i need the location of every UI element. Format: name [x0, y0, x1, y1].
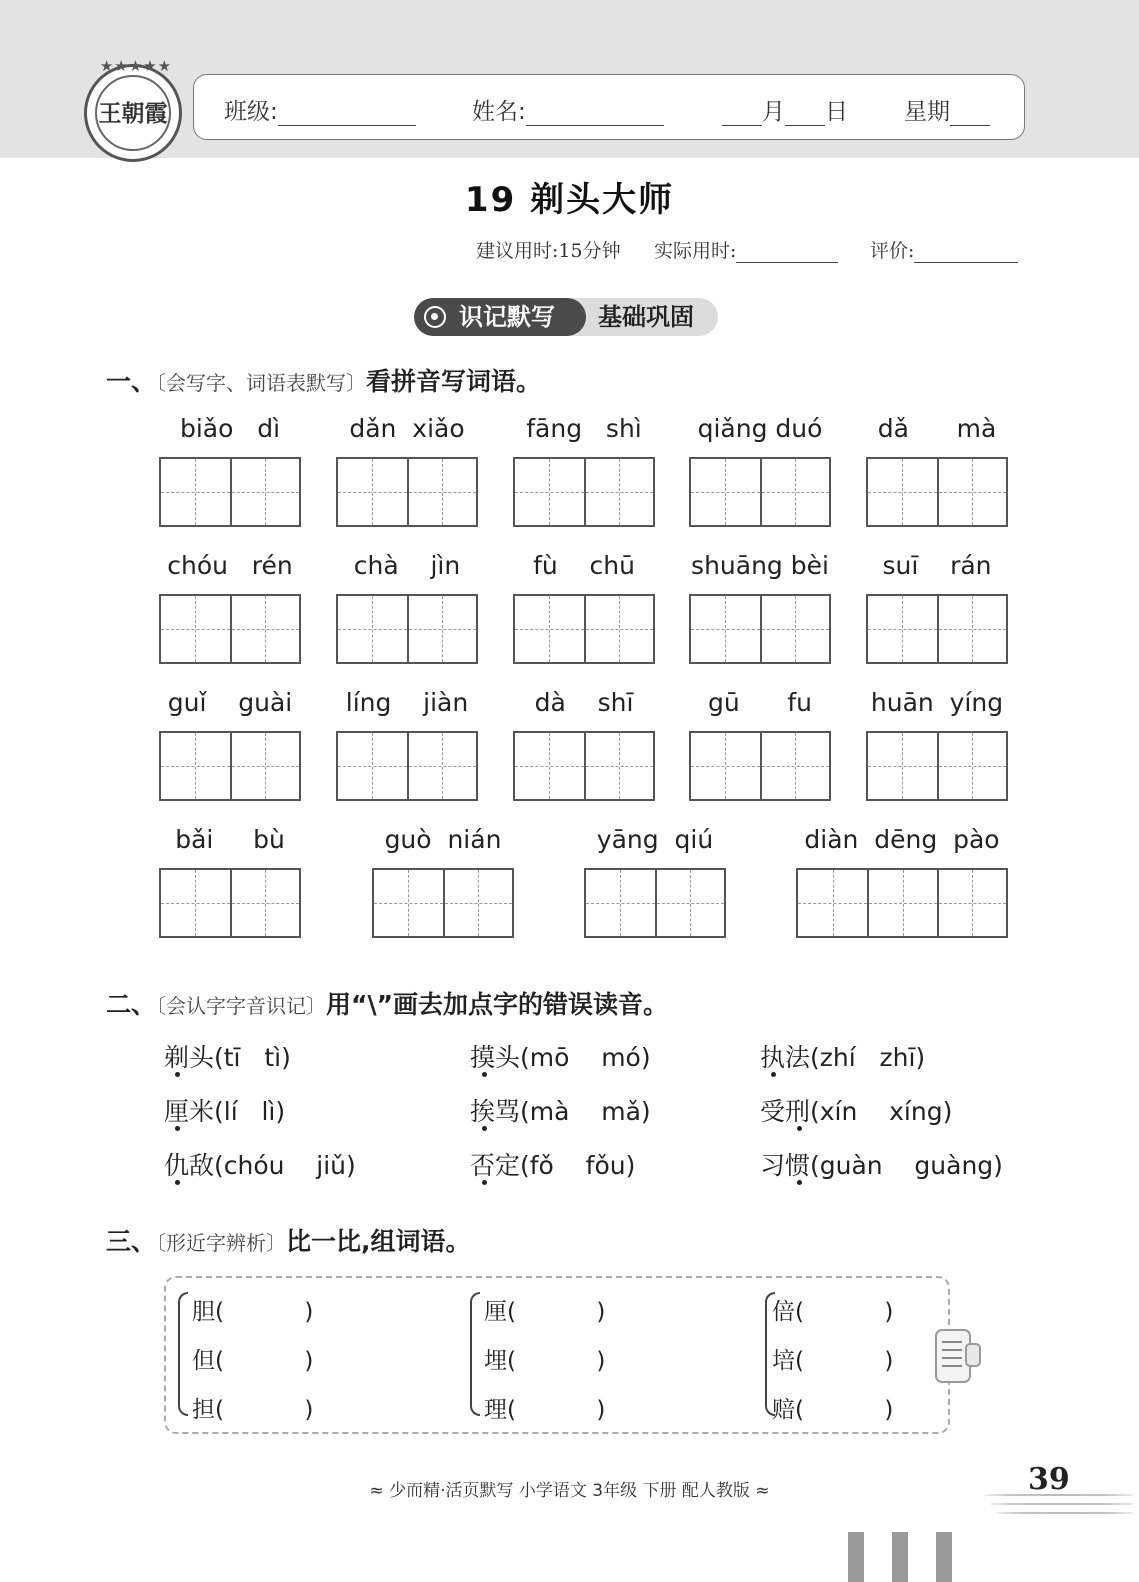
question-1-tag: 〔会写字、词语表默写〕 [156, 371, 367, 395]
compare-word[interactable]: 理( ) [484, 1397, 606, 1423]
writing-grid[interactable] [866, 594, 1008, 664]
pinyin-label: líng jiàn [345, 688, 469, 717]
edge-bar [936, 1532, 952, 1582]
writing-cell[interactable] [867, 870, 936, 936]
pronunciation-item[interactable]: 摸头(mō mó) [470, 1043, 651, 1072]
writing-grid[interactable] [689, 731, 831, 801]
section-pill-dark [414, 298, 586, 336]
emphasis-dot [175, 1072, 180, 1077]
pinyin-label: dǎn xiǎo [349, 414, 465, 443]
question-2-instruction: 用“\”画去加点字的错误读音。 [326, 990, 669, 1019]
pinyin-label: chà jìn [353, 551, 461, 580]
pinyin-label: shuāng bèi [691, 551, 829, 580]
brace-icon [178, 1292, 188, 1416]
pronunciation-item[interactable]: 挨骂(mà mǎ) [470, 1097, 651, 1126]
writing-grid[interactable] [689, 594, 831, 664]
writing-grid[interactable] [372, 868, 514, 938]
writing-grid[interactable] [513, 731, 655, 801]
emphasis-dot [771, 1072, 776, 1077]
writing-cell[interactable] [515, 459, 584, 525]
question-1-instruction: 看拼音写词语。 [366, 367, 542, 396]
rating-field [870, 236, 1018, 263]
footer-text: ≈ 少而精·活页默写 小学语文 3年级 下册 配人教版 ≈ [369, 1481, 770, 1501]
writing-cell[interactable] [338, 459, 407, 525]
writing-cell[interactable] [161, 870, 230, 936]
compare-word[interactable]: 埋( ) [484, 1348, 606, 1374]
writing-grid[interactable] [796, 868, 1008, 938]
pronunciation-item[interactable]: 执法(zhí zhī) [760, 1043, 926, 1072]
writing-grid[interactable] [336, 594, 478, 664]
writing-grid[interactable] [866, 457, 1008, 527]
writing-cell[interactable] [586, 870, 655, 936]
writing-cell[interactable] [338, 596, 407, 662]
brace-icon [470, 1292, 480, 1416]
writing-grid[interactable] [689, 457, 831, 527]
pronunciation-item[interactable]: 否定(fǒ fǒu) [470, 1151, 636, 1180]
day-input[interactable] [785, 103, 825, 126]
rating-label: 评价: [870, 240, 915, 262]
writing-grid[interactable] [159, 457, 301, 527]
writing-cell[interactable] [868, 733, 937, 799]
pinyin-label: chóu rén [167, 551, 293, 580]
writing-cell[interactable] [691, 733, 760, 799]
writing-cell[interactable] [655, 870, 724, 936]
pronunciation-item[interactable]: 厘米(lí lì) [164, 1097, 286, 1126]
pronunciation-item[interactable]: 仇敌(chóu jiǔ) [164, 1151, 356, 1180]
day-label: 日 [825, 99, 848, 125]
month-label: 月 [762, 99, 785, 125]
compare-word[interactable]: 赔( ) [772, 1397, 894, 1423]
compare-word[interactable]: 担( ) [192, 1397, 314, 1423]
writing-cell[interactable] [760, 596, 829, 662]
writing-cell[interactable] [798, 870, 867, 936]
logo-stars-icon: ★★★★★ [99, 57, 173, 75]
writing-cell[interactable] [937, 733, 1006, 799]
suggested-time: 建议用时:15分钟 [476, 240, 621, 262]
weekday-field [904, 93, 990, 126]
medal-icon [424, 306, 446, 328]
emphasis-dot [482, 1072, 487, 1077]
name-input[interactable] [526, 103, 664, 126]
writing-grid[interactable] [513, 457, 655, 527]
writing-cell[interactable] [584, 596, 653, 662]
question-2-heading [106, 985, 668, 1021]
name-field [472, 93, 664, 126]
writing-grid[interactable] [584, 868, 726, 938]
pinyin-label: dǎ mà [877, 414, 997, 443]
writing-cell[interactable] [230, 733, 299, 799]
week-label: 星期 [904, 99, 950, 125]
emphasis-dot [797, 1126, 802, 1131]
writing-cell[interactable] [407, 459, 476, 525]
footer-wave [996, 1512, 1134, 1514]
emphasis-dot [482, 1180, 487, 1185]
emphasis-dot [175, 1126, 180, 1131]
month-input[interactable] [722, 103, 762, 126]
pinyin-label: suī rán [882, 551, 992, 580]
writing-cell[interactable] [230, 459, 299, 525]
writing-cell[interactable] [161, 459, 230, 525]
writing-cell[interactable] [584, 733, 653, 799]
pronunciation-item[interactable]: 习惯(guàn guàng) [760, 1151, 1003, 1180]
writing-cell[interactable] [443, 870, 512, 936]
writing-grid[interactable] [866, 731, 1008, 801]
pinyin-label: fù chū [533, 551, 635, 580]
writing-grid[interactable] [513, 594, 655, 664]
writing-cell[interactable] [760, 733, 829, 799]
writing-cell[interactable] [760, 459, 829, 525]
notepad-icon [930, 1326, 984, 1388]
pinyin-label: qiǎng duó [697, 414, 823, 443]
question-2-tag: 〔会认字字音识记〕 [156, 994, 327, 1018]
writing-grid[interactable] [336, 457, 478, 527]
question-1-heading [106, 362, 541, 398]
compare-word[interactable]: 但( ) [192, 1348, 314, 1374]
writing-cell[interactable] [161, 596, 230, 662]
logo-text: 王朝霞 [98, 100, 168, 127]
writing-cell[interactable] [515, 733, 584, 799]
writing-cell[interactable] [868, 459, 937, 525]
writing-grid[interactable] [159, 594, 301, 664]
question-3-tag: 〔形近字辨析〕 [156, 1231, 287, 1255]
actual-time-input[interactable] [736, 244, 838, 263]
pinyin-label: biǎo dì [179, 414, 281, 443]
pinyin-label: fāng shì [526, 414, 642, 443]
emphasis-dot [797, 1180, 802, 1185]
pinyin-label: gū fu [707, 688, 813, 717]
class-input[interactable] [278, 103, 416, 126]
page-number: 39 [1028, 1462, 1070, 1497]
writing-cell[interactable] [230, 870, 299, 936]
rating-input[interactable] [914, 244, 1018, 263]
name-label: 姓名: [472, 99, 526, 125]
writing-cell[interactable] [691, 596, 760, 662]
pinyin-label: huān yíng [870, 688, 1004, 717]
writing-grid[interactable] [336, 731, 478, 801]
writing-cell[interactable] [407, 596, 476, 662]
pinyin-label: guò nián [384, 825, 502, 854]
writing-cell[interactable] [515, 596, 584, 662]
pinyin-label: guǐ guài [167, 688, 293, 717]
edge-bar [848, 1532, 864, 1582]
writing-cell[interactable] [937, 459, 1006, 525]
writing-cell[interactable] [584, 459, 653, 525]
section-pill-dark-label: 识记默写 [459, 303, 555, 331]
date-field [722, 93, 848, 126]
compare-word[interactable]: 厘( ) [484, 1299, 606, 1325]
footer-wave [990, 1503, 1134, 1505]
writing-cell[interactable] [691, 459, 760, 525]
page-title: 19 剃头大师 [464, 180, 675, 220]
writing-cell[interactable] [374, 870, 443, 936]
edge-bar [892, 1532, 908, 1582]
writing-cell[interactable] [161, 733, 230, 799]
pinyin-label: diàn dēng pào [804, 825, 1000, 854]
brand-logo [84, 57, 182, 162]
writing-cell[interactable] [937, 596, 1006, 662]
question-3-heading [106, 1222, 471, 1258]
class-field [224, 93, 416, 126]
pinyin-label: dà shī [534, 688, 634, 717]
pronunciation-item[interactable]: 受刑(xín xíng) [760, 1097, 953, 1126]
writing-cell[interactable] [937, 870, 1006, 936]
student-info-box [193, 74, 1025, 140]
question-2-number: 二、 [106, 990, 157, 1019]
section-pill-light: 基础巩固 [564, 298, 718, 336]
question-1-number: 一、 [106, 367, 157, 396]
question-3-instruction: 比一比,组词语。 [286, 1227, 471, 1256]
emphasis-dot [482, 1126, 487, 1131]
writing-cell[interactable] [230, 596, 299, 662]
actual-time-field [654, 236, 838, 263]
pinyin-label: yāng qiú [596, 825, 714, 854]
writing-cell[interactable] [338, 733, 407, 799]
writing-grid[interactable] [159, 731, 301, 801]
compare-word[interactable]: 胆( ) [192, 1299, 314, 1325]
writing-cell[interactable] [407, 733, 476, 799]
compare-word[interactable]: 培( ) [772, 1348, 894, 1374]
class-label: 班级: [224, 99, 278, 125]
pronunciation-item[interactable]: 剃头(tī tì) [164, 1043, 291, 1072]
emphasis-dot [175, 1180, 180, 1185]
question-3-number: 三、 [106, 1227, 157, 1256]
actual-time-label: 实际用时: [654, 240, 737, 262]
section-pill [414, 298, 718, 336]
writing-cell[interactable] [868, 596, 937, 662]
writing-grid[interactable] [159, 868, 301, 938]
pinyin-label: bǎi bù [175, 825, 285, 854]
compare-word[interactable]: 倍( ) [772, 1299, 894, 1325]
weekday-input[interactable] [950, 103, 990, 126]
